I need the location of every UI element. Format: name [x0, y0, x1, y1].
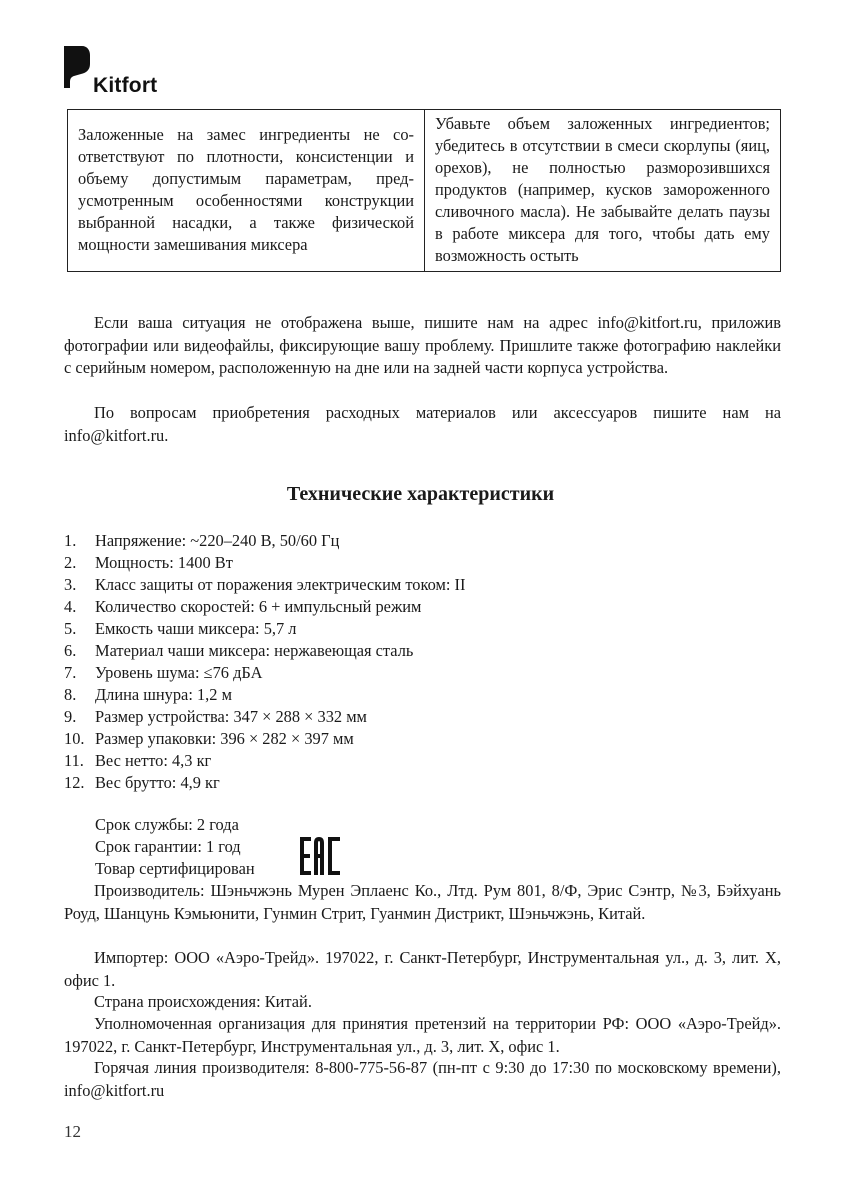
list-item: 5. Емкость чаши миксера: 5,7 л — [64, 619, 297, 638]
list-item: 7. Уровень шума: ≤76 дБА — [64, 663, 263, 682]
list-item: 11. Вес нетто: 4,3 кг — [64, 751, 212, 770]
contact-paragraph: Если ваша ситуация не отображена выше, пишите нам на адрес info@kitfort.ru, приложив фотографии или видеофайлы, фиксирующие вашу проблему. Пришлите также фотографию наклейки с серийным номером, расположенную на дне или на задней части корпуса устройства. — [64, 313, 781, 377]
table-cell-solution: Убавьте объем заложенных ингредиентов; убедитесь в отсутствии в смеси скорлупы (яиц, орехов), не полностью разморозившихся продуктов (например, кусков замороженного сливочного масла). Не забывайте делать паузы в работе миксера для того, чтобы дать ему возможность остыть — [425, 110, 781, 272]
list-item: 2. Мощность: 1400 Вт — [64, 553, 233, 572]
troubleshooting-table — [67, 109, 781, 272]
claims-paragraph: Уполномоченная организация для принятия претензий на территории РФ: ООО «Аэро-Трейд». 197022, г. Санкт-Петербург, Инструментальная ул., д. 3, лит. Х, офис 1. — [64, 1014, 781, 1056]
list-item: 10. Размер упаковки: 396 × 282 × 397 мм — [64, 729, 354, 748]
origin-paragraph: Страна происхождения: Китай. — [94, 992, 312, 1011]
kitfort-logo — [64, 46, 204, 96]
eac-mark — [300, 837, 342, 880]
table-cell-cause: Заложенные на замес ингредиенты не соответствуют по плотности, консистенции и объему допустимым параметрам, предусмотренным особенностями конструкции выбранной насадки, а также физической мощности замешивания миксера — [68, 110, 425, 272]
list-item: 6. Материал чаши миксера: нержавеющая сталь — [64, 641, 414, 660]
eac-mark-icon — [300, 837, 342, 875]
kitfort-logo-icon — [64, 46, 90, 88]
list-item: 1. Напряжение: ~220–240 В, 50/60 Гц — [64, 531, 340, 550]
list-item: 3. Класс защиты от поражения электрическим током: II — [64, 575, 466, 594]
list-item: 4. Количество скоростей: 6 + импульсный режим — [64, 597, 422, 616]
certified-text: Товар сертифицирован — [95, 859, 255, 878]
manufacturer-paragraph: Производитель: Шэньчжэнь Мурен Эплаенс Ко., Лтд. Рум 801, 8/Ф, Эрис Сэнтр, №3, Бэйхуань Роуд, Шанцунь Кэмьюнити, Гунмин Стрит, Гуанмин Дистрикт, Шэньчжэнь, Китай. — [64, 881, 781, 923]
page-number: 12 — [64, 1122, 81, 1141]
specs-list — [64, 530, 465, 794]
table-row — [68, 110, 781, 272]
list-item: 9. Размер устройства: 347 × 288 × 332 мм — [64, 707, 367, 726]
service-life: Срок службы: 2 года — [95, 815, 239, 834]
brand-name: Kitfort — [93, 74, 158, 97]
importer-paragraph: Импортер: ООО «Аэро-Трейд». 197022, г. Санкт-Петербург, Инструментальная ул., д. 3, лит. Х, офис 1. — [64, 948, 781, 990]
accessories-paragraph: По вопросам приобретения расходных материалов или аксессуаров пишите нам на info@kitfort.ru. — [64, 403, 781, 445]
hotline-paragraph: Горячая линия производителя: 8-800-775-56-87 (пн-пт с 9:30 до 17:30 по московскому времени), info@kitfort.ru — [64, 1058, 781, 1100]
list-item: 8. Длина шнура: 1,2 м — [64, 685, 232, 704]
list-item: 12. Вес брутто: 4,9 кг — [64, 773, 220, 792]
warranty-period: Срок гарантии: 1 год — [95, 837, 241, 856]
specs-heading: Технические характеристики — [286, 483, 555, 505]
